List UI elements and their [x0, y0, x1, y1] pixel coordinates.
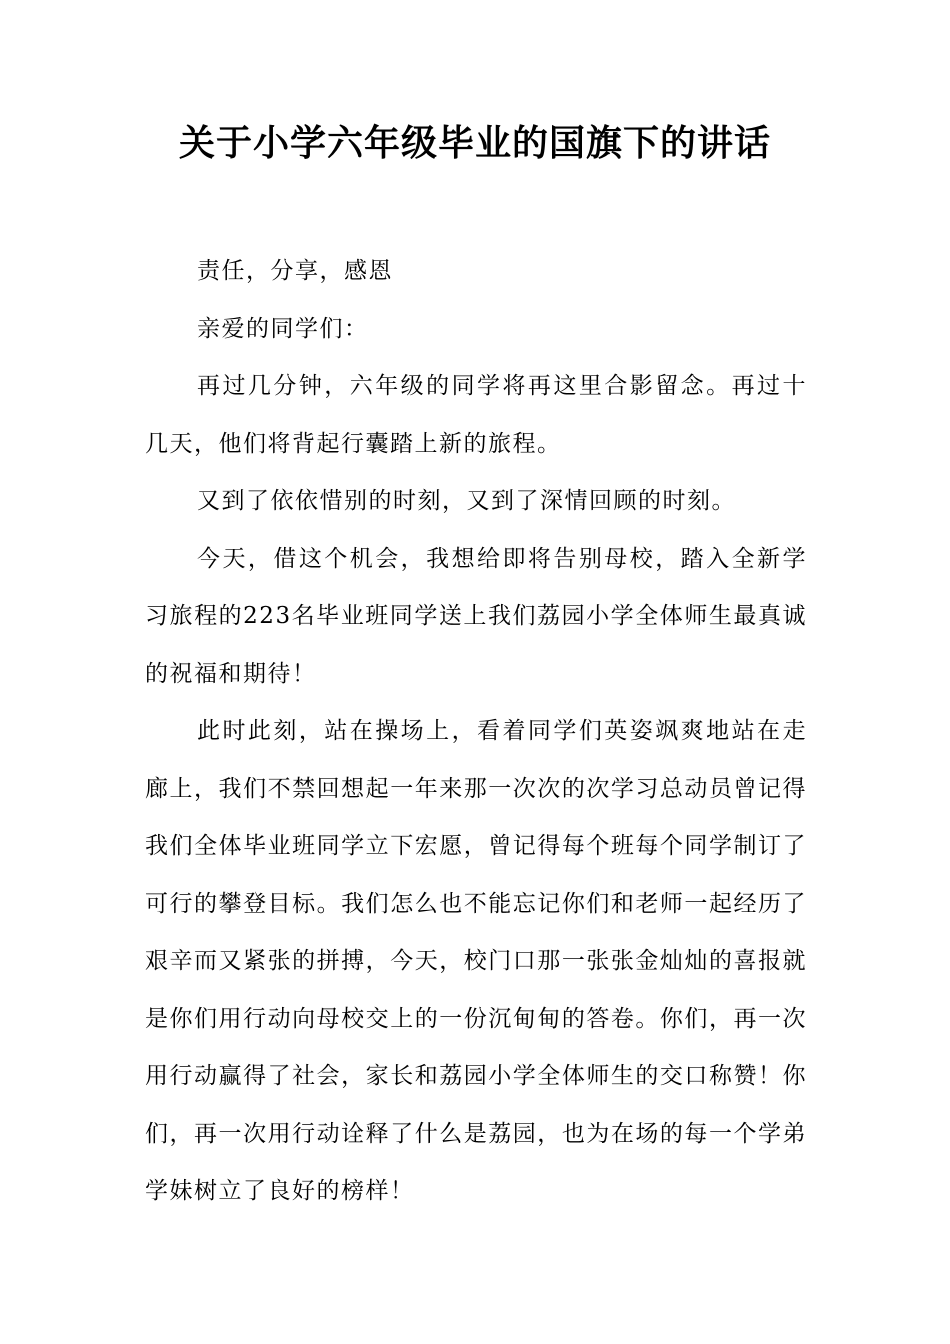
paragraph-blessing: 今天，借这个机会，我想给即将告别母校，踏入全新学习旅程的223名毕业班同学送上我们荔园小学全体师生最真诚的祝福和期待！ — [145, 545, 807, 687]
paragraph-salutation: 亲爱的同学们： — [197, 315, 369, 342]
paragraph-photo: 再过几分钟，六年级的同学将再这里合影留念。再过十几天，他们将背起行囊踏上新的旅程。 — [145, 373, 807, 457]
paragraph-theme: 责任，分享，感恩 — [197, 258, 393, 284]
paragraph-farewell: 又到了依依惜别的时刻，又到了深情回顾的时刻。 — [197, 488, 736, 514]
document-body — [145, 243, 807, 1221]
document-title: 关于小学六年级毕业的国旗下的讲话 — [178, 123, 771, 164]
paragraph-reflection: 此时此刻，站在操场上，看着同学们英姿飒爽地站在走廊上，我们不禁回想起一年来那一次次的次学习总动员曾记得我们全体毕业班同学立下宏愿，曾记得每个班每个同学制订了可行的攀登目标。我们怎么也不能忘记你们和老师一起经历了艰辛而又紧张的拼搏，今天，校门口那一张张金灿灿的喜报就是你们用行动向母校交上的一份沉甸甸的答卷。你们，再一次用行动赢得了社会，家长和荔园小学全体师生的交口称赞！你们，再一次用行动诠释了什么是荔园，也为在场的每一个学弟学妹树立了良好的榜样！ — [145, 718, 807, 1204]
